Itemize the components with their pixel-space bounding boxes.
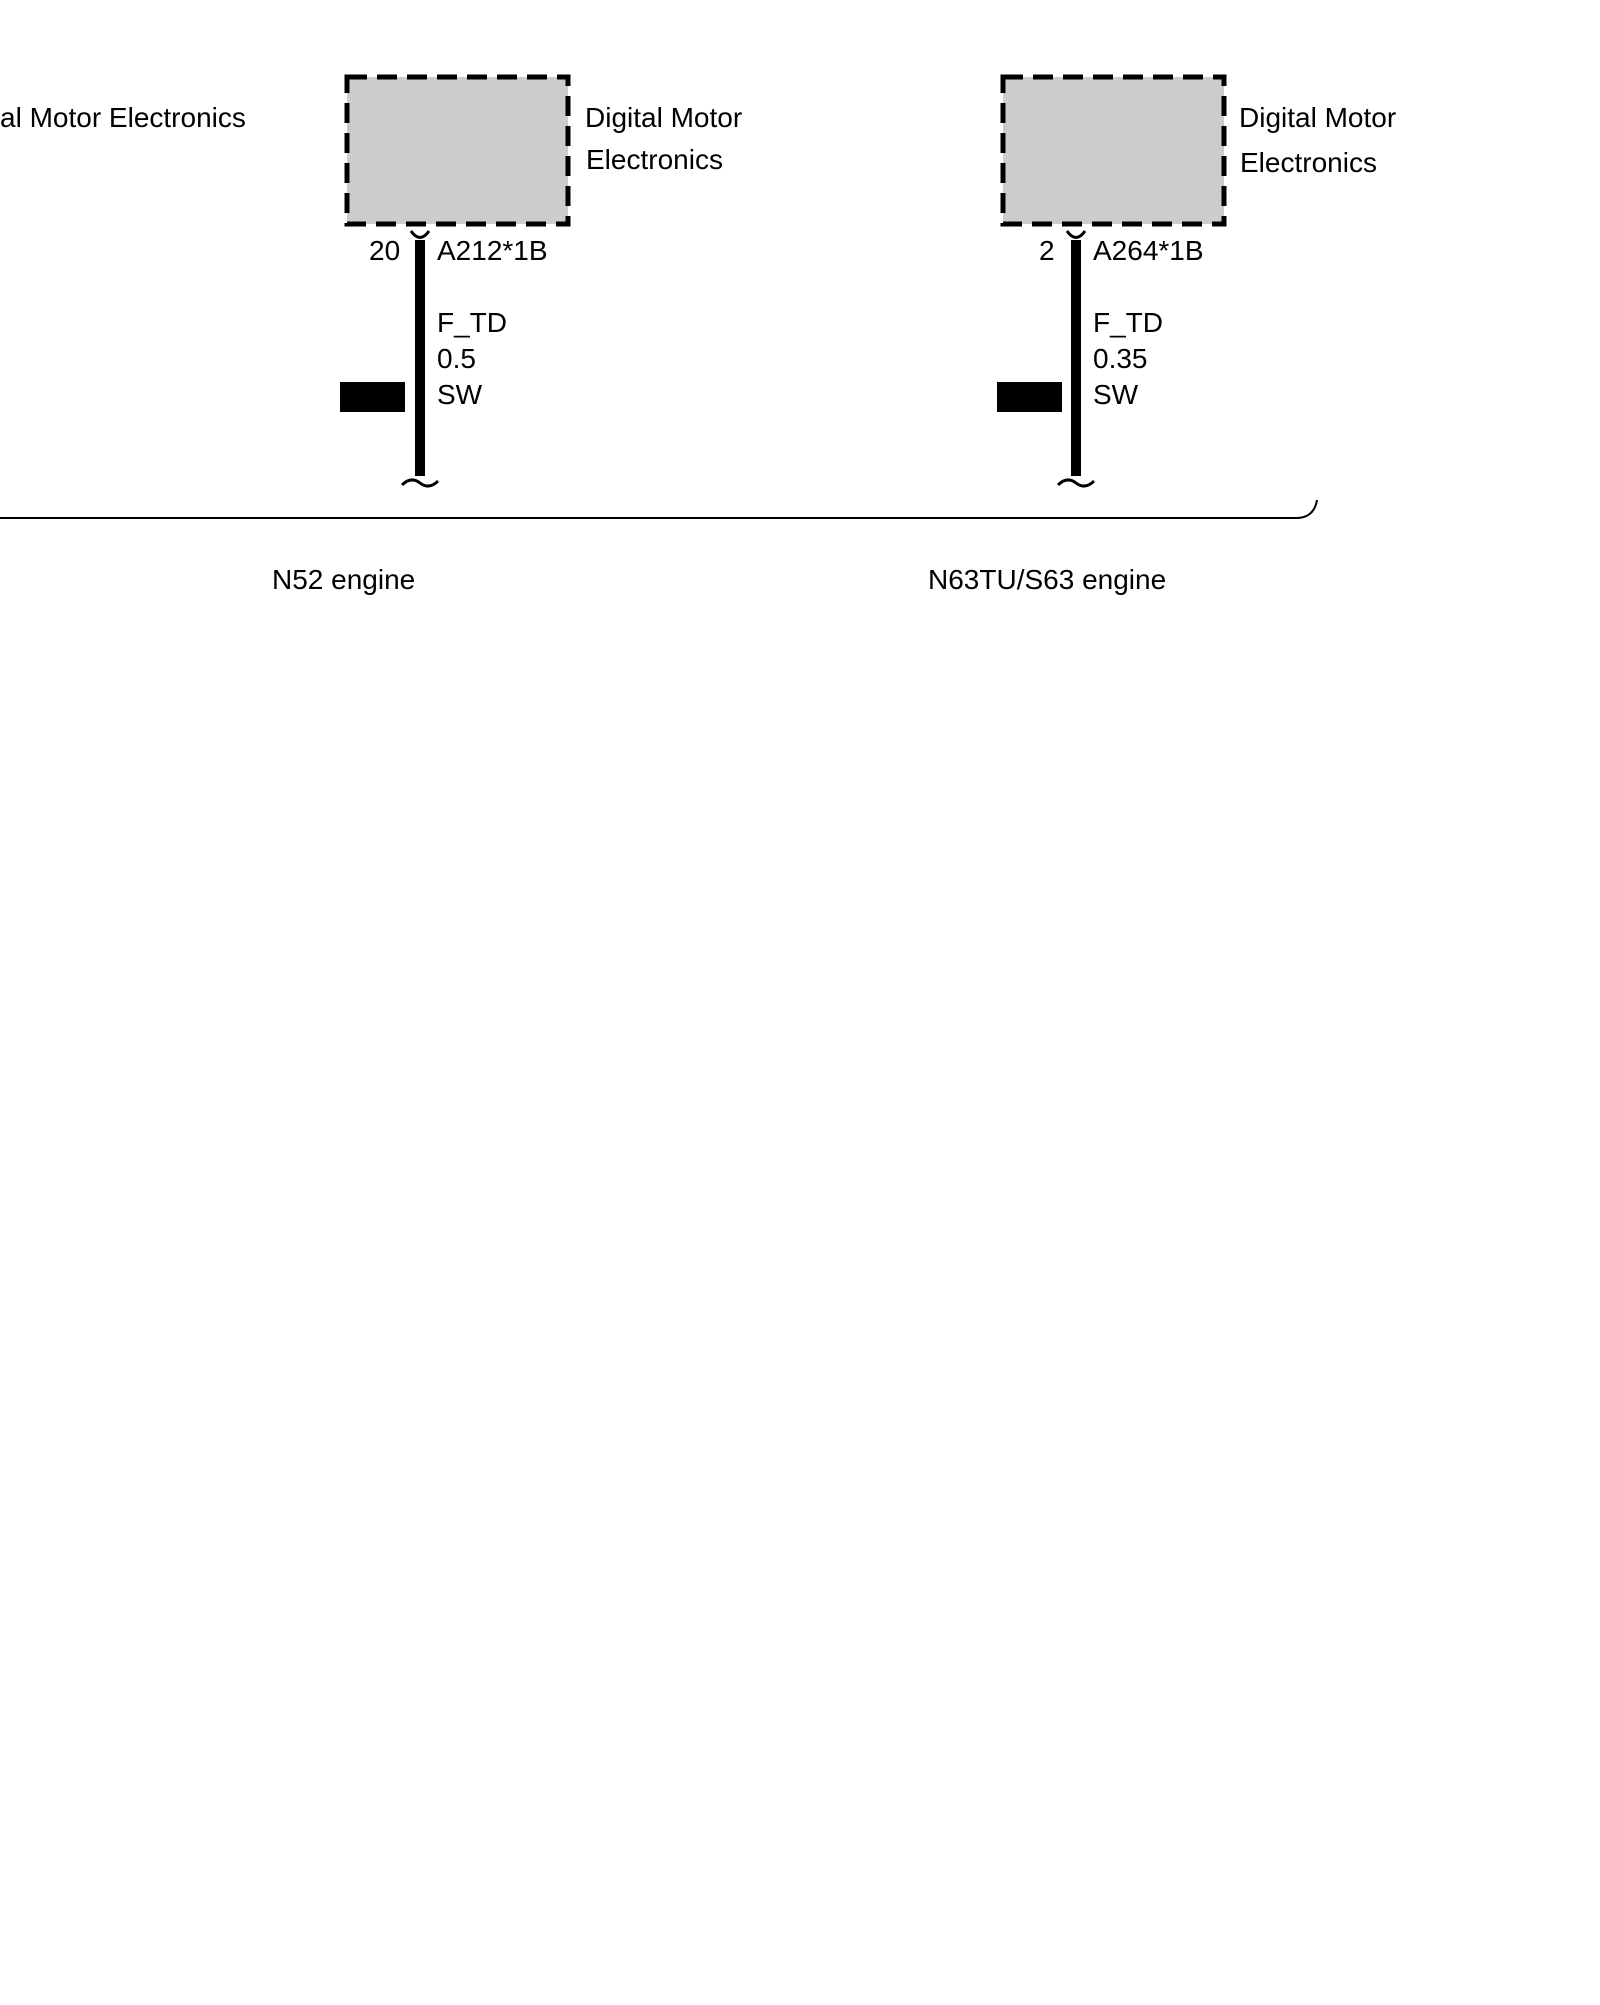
- pin-number: 2: [1039, 235, 1055, 266]
- variant-bracket: [0, 500, 1317, 518]
- connector-id: A264*1B: [1093, 235, 1204, 266]
- partial-module-label: al Motor Electronics: [0, 102, 246, 133]
- wire-marker-n52: [340, 382, 405, 412]
- wire-marker-n63: [997, 382, 1062, 412]
- module-label-line1: Digital Motor: [585, 102, 743, 133]
- wire-break-n52: [402, 480, 438, 486]
- pin-number: 20: [369, 235, 401, 266]
- dme-module-box-n52: [347, 77, 568, 224]
- signal-name: F_TD: [437, 307, 507, 338]
- variant-label: N63TU/S63 engine: [928, 564, 1167, 595]
- wire-size: 0.5: [437, 343, 476, 374]
- variant-label: N52 engine: [272, 564, 416, 595]
- wire-size: 0.35: [1093, 343, 1148, 374]
- wire-break-n63: [1058, 480, 1094, 486]
- dme-module-box-n63: [1003, 77, 1224, 224]
- wire-color: SW: [1093, 379, 1139, 410]
- module-label-line1: Digital Motor: [1239, 102, 1397, 133]
- signal-name: F_TD: [1093, 307, 1163, 338]
- module-label-line2: Electronics: [1240, 147, 1377, 178]
- module-label-line2: Electronics: [586, 144, 723, 175]
- connector-id: A212*1B: [437, 235, 548, 266]
- wire-color: SW: [437, 379, 483, 410]
- connector-symbol-n52: [411, 231, 429, 238]
- connector-symbol-n63: [1067, 231, 1085, 238]
